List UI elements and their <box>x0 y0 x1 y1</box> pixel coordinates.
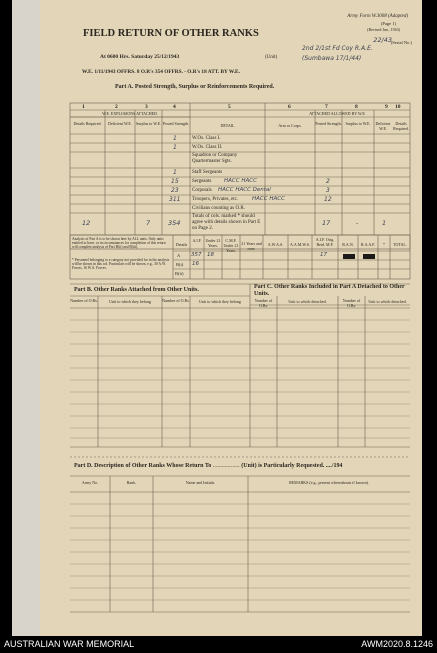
part-d-col: Army No. <box>81 480 99 485</box>
form-rulings <box>40 0 422 636</box>
part-d-col: Name and Initials. <box>185 480 216 485</box>
row-posted-att: 3 <box>326 187 330 194</box>
col-head: Posted Strength. <box>315 121 342 126</box>
row-posted: 1 <box>173 135 177 142</box>
row-detail: Troopers, Privates, etc. <box>192 197 239 202</box>
col-head: Deficient W.E. <box>108 121 132 126</box>
part-c-title: Part C. Other Ranks Included in Part A Detached to Other Units. <box>254 284 405 297</box>
col-head: Deficient W.E. <box>375 121 391 131</box>
unit-label: (Unit) <box>265 55 278 60</box>
col-head: Details Required. <box>73 121 102 126</box>
col-number: 5 <box>228 104 231 110</box>
analysis-head: Details <box>175 242 188 247</box>
row-detail: Sergeants <box>192 179 212 184</box>
analysis-under21: 18 <box>207 252 214 258</box>
col-number: 4 <box>173 104 176 110</box>
row-detail: Civilians counting as O.R. <box>192 206 245 211</box>
analysis-note: Analysis of Part A is to be shown here by ALL units. Only units entitled to have, or in circumstances for completion of this return will complete analysis of Part B(ii) and B(iii). <box>72 237 166 250</box>
part-b-col: Unit to which they belong <box>109 299 151 304</box>
col-number: 8 <box>355 104 358 110</box>
analysis-head: R.A.A.F. <box>360 242 376 247</box>
part-c-col: Number of O.Rs. <box>342 298 361 308</box>
row-hw-note: HACC HACC <box>252 196 285 202</box>
page-reference: (Page 1) <box>380 21 396 26</box>
row-posted-att: 2 <box>326 178 330 185</box>
serial-number-hw: 22/43 <box>373 36 392 44</box>
part-d-title-text: Part D. Description of Other Ranks Whose Return To <box>74 463 212 469</box>
footer-institution: AUSTRALIAN WAR MEMORIAL <box>4 639 135 649</box>
analysis-row-label: A <box>177 253 181 258</box>
revised-date: (Revised Jan., 1943) <box>367 27 400 32</box>
analysis-head: * <box>383 242 385 247</box>
part-d-col: REMARKS (e.g., present whereabouts if known). <box>289 480 369 485</box>
part-d-title: Part D. Description of Other Ranks Whose Return To .................. (Unit) is Particularly Requested. ..../194 <box>74 463 343 469</box>
analysis-head: TOTAL. <box>393 242 407 247</box>
analysis-head: Under 21 Years. <box>223 243 239 253</box>
row-detail: Squadron or Company Quartermaster Sgts. <box>192 153 238 164</box>
archive-footer <box>0 636 437 653</box>
row-hw-note: HACC HACC Dental <box>218 187 271 193</box>
row-posted-att: 12 <box>324 196 332 203</box>
total-details-required: 12 <box>82 219 91 227</box>
col-head: Surplus to W.E. <box>345 121 371 126</box>
col-number: 9 <box>385 104 388 110</box>
col-number: 10 <box>395 104 401 110</box>
row-posted: 311 <box>169 196 181 203</box>
row-posted: 1 <box>173 144 177 151</box>
analysis-orig: 17 <box>320 252 327 258</box>
unit-hw: 2nd 2/1st Fd Coy R.A.E. <box>302 45 373 52</box>
serial-label: (Serial No.) <box>390 40 412 45</box>
part-c-col: Unit to which detached. <box>288 299 327 304</box>
footer-accession: AWM2020.8.1246 <box>361 639 433 649</box>
row-detail: Totals of cols. marked * should agree with details shown in Part E on Page 2. <box>192 214 261 231</box>
part-a-title: Part A. Posted Strength, Surplus or Reinforcements Required. <box>115 84 275 90</box>
col-head: Posted Strength. <box>162 121 190 126</box>
analysis-note-2: * Personnel belonging to a category not provided for in the analysis will be shown in this col. Particulars will be shown, e.g., 30 A.W. Forces, 16 W.A. Forces. <box>72 258 170 271</box>
page-title: FIELD RETURN OF OTHER RANKS <box>83 28 259 39</box>
row-posted: 1 <box>173 169 177 176</box>
total-deficient: 7 <box>146 219 151 227</box>
group-left-head: W.E. EXPLOSIONS ATTACHED. <box>102 111 158 116</box>
analysis-row-label: B(i) <box>176 262 184 267</box>
analysis-head: R.A.N. <box>342 242 354 247</box>
col-number: 7 <box>325 104 328 110</box>
part-c-col: Unit to which detached. <box>368 299 407 304</box>
part-b-col: Number of O.Rs. <box>70 298 98 303</box>
analysis-head: A.I.F. Orig. Retd. M.F. <box>315 237 335 247</box>
we-line: W.E. 1/11/1943 OFFRS. 8 O.R's 354 OFFRS. - O.R's 18 ATT. BY W.E. <box>82 69 240 75</box>
col-head: Details Required. <box>393 121 409 131</box>
part-b-col: Unit to which they belong <box>199 299 241 304</box>
analysis-aif: 357 <box>191 252 202 258</box>
unit-hw-2: (Sumbawa 17/1/44) <box>302 55 362 62</box>
paper-edge <box>12 0 40 636</box>
analysis-head: C.M.F. <box>225 238 237 243</box>
row-hw-note: HACC HACC <box>224 178 257 184</box>
form-page <box>12 0 422 636</box>
part-c-col: Number of O.Rs. <box>254 298 273 308</box>
col-head: DETAIL <box>220 123 235 128</box>
row-posted-total: 354 <box>168 219 181 227</box>
row-detail: Corporals <box>192 188 212 193</box>
analysis-head: A.A.M.W.S. <box>290 242 310 247</box>
row-posted: 15 <box>171 178 179 185</box>
col-number: 2 <box>115 104 118 110</box>
col-head: Surplus to W.E. <box>135 121 162 126</box>
col-number: 3 <box>145 104 148 110</box>
row-posted: 23 <box>171 187 179 194</box>
analysis-row-label: B(ii) <box>175 271 184 276</box>
row-detail: W.Os. Class II. <box>192 145 223 150</box>
part-b-col: Number of O.Rs. <box>162 298 190 303</box>
col-head: Arm or Corps. <box>278 123 302 128</box>
row-detail: W.Os. Class I. <box>192 136 221 141</box>
row-posted-att-total: 17 <box>322 219 331 227</box>
part-b-title: Part B. Other Ranks Attached from Other Units. <box>74 287 199 293</box>
row-detail: Staff Sergeants <box>192 170 223 175</box>
form-sheet <box>40 0 422 636</box>
form-reference: Army Form W.3008 (Adapted) <box>347 14 408 19</box>
part-d-col: Rank. <box>126 480 137 485</box>
col-number: 1 <box>82 104 85 110</box>
analysis-head: A.I.F. <box>192 238 202 243</box>
analysis-head: A.W.A.S. <box>267 242 284 247</box>
analysis-head: 21 Years and over. <box>241 241 262 251</box>
analysis-head: Under 21 Years. <box>205 238 221 248</box>
total-deficient-att: 1 <box>382 219 387 227</box>
at-line: At 0600 Hrs. Saturday 25/12/1943 <box>100 54 180 60</box>
col-number: 6 <box>288 104 291 110</box>
group-right-head: ATTACHED ALLOWED BY W.E. <box>309 111 366 116</box>
part-d-title-tail: (Unit) is Particularly Requested. ..../194 <box>241 463 343 469</box>
analysis-aif: 16 <box>192 261 199 267</box>
total-surplus-att: - <box>356 219 359 227</box>
